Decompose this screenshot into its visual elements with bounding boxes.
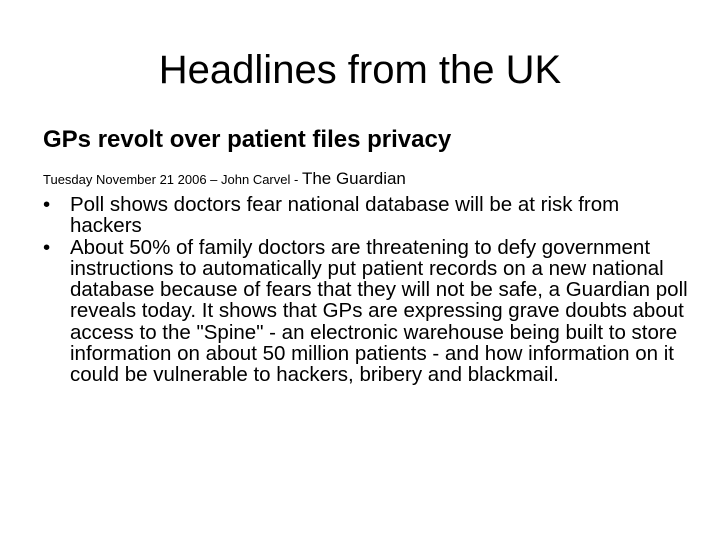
slide-title: Headlines from the UK [158, 48, 562, 92]
bullet-list [43, 194, 693, 386]
bullet-icon: • [43, 235, 51, 259]
bullet-item [43, 194, 693, 237]
bullet-item [43, 237, 693, 386]
byline-source: The Guardian [301, 169, 406, 188]
bullet-text: About 50% of family doctors are threatening to defy government instructions to automatically put patient records on a new national database because of fears that they will not be safe, a Guardian poll reveals today. It shows that GPs are expressing grave doubts about access to the "Spine" - an electronic warehouse being built to store information on about 50 million patients - and how information on it could be vulnerable to hackers, bribery and blackmail. [70, 235, 688, 387]
article-headline: GPs revolt over patient files privacy [43, 126, 452, 153]
bullet-text: Poll shows doctors fear national database will be at risk from hackers [70, 193, 620, 238]
byline-date-author: Tuesday November 21 2006 – John Carvel - [43, 172, 302, 187]
article-byline [43, 167, 406, 192]
bullet-icon: • [43, 193, 51, 216]
